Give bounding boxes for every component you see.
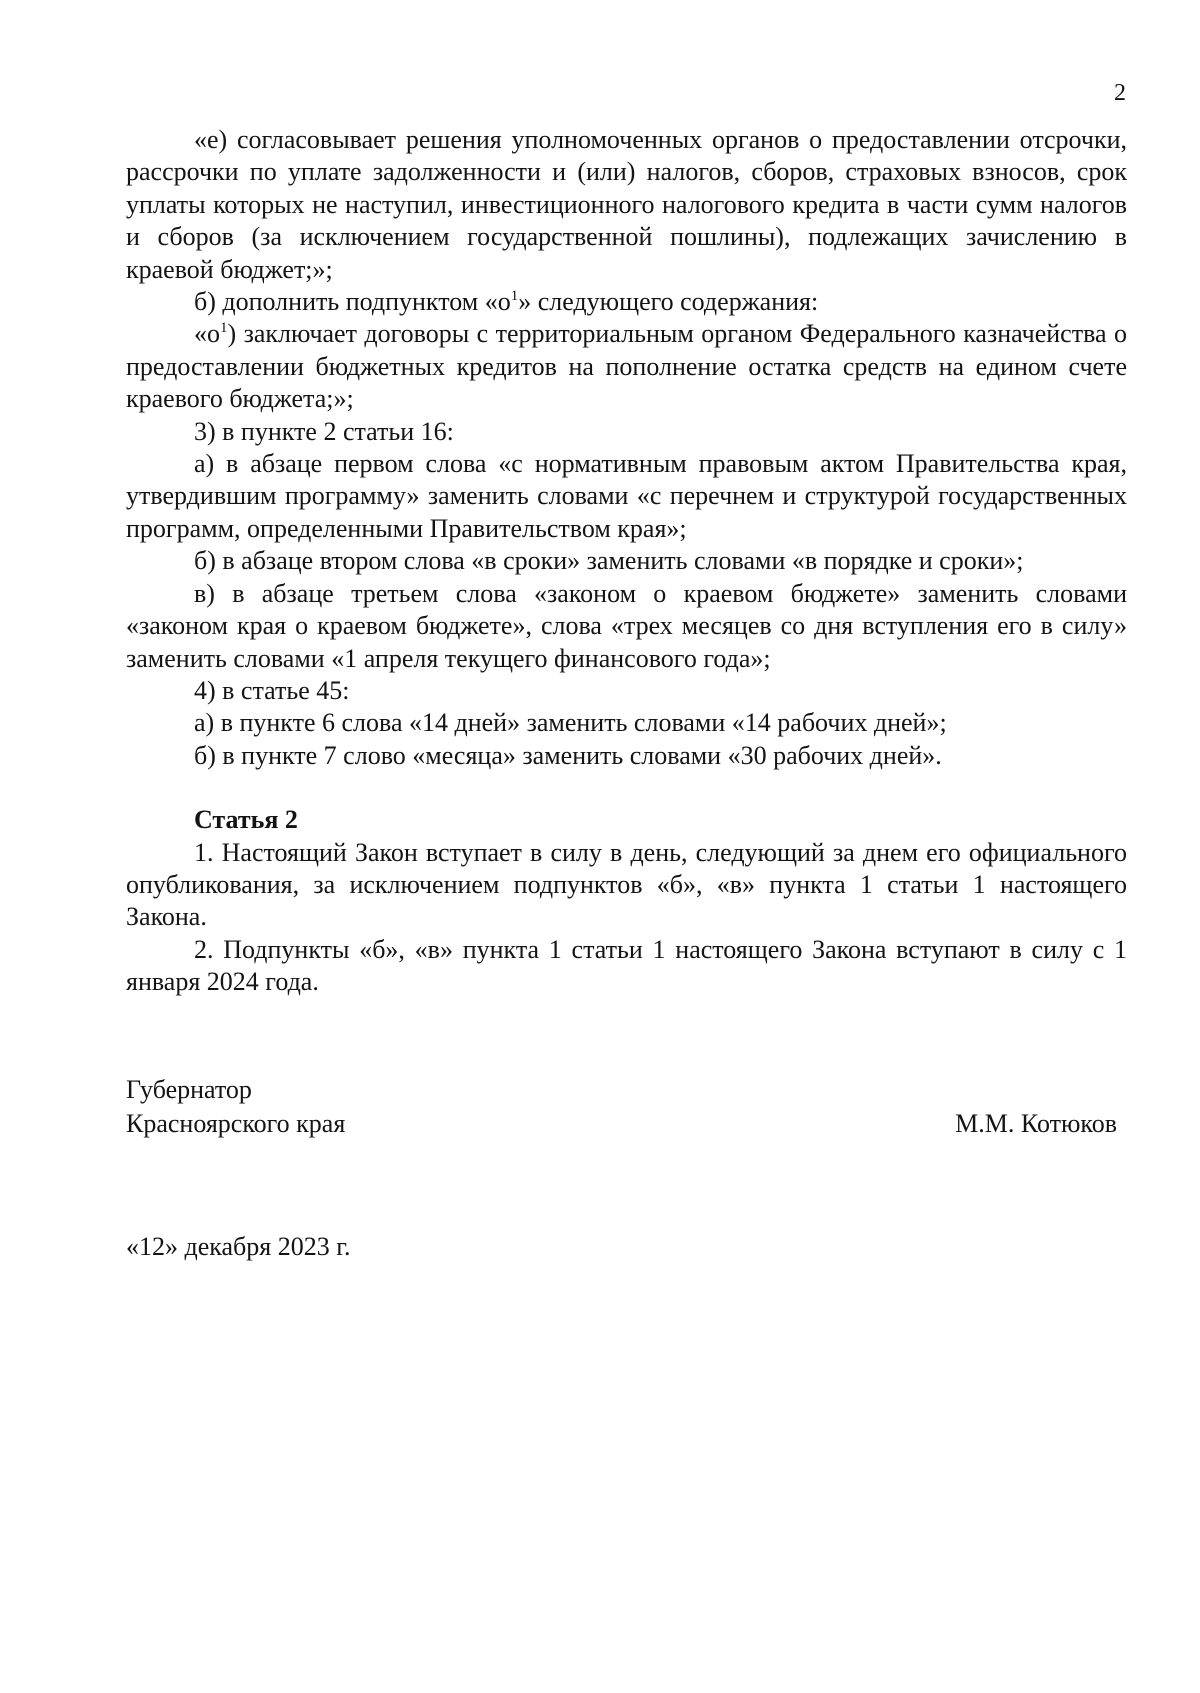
paragraph-subitem-o1 [126,318,1127,415]
law-text-body [126,124,1127,999]
signature-block [126,1073,1127,1141]
article-2-heading: Статья 2 [194,805,298,835]
signing-date: «12» декабря 2023 г. [126,1232,351,1261]
paragraph-add-subitem-o1-suffix: » следующего содержания: [518,287,819,317]
paragraph-subitem-e: «е) согласовывает решения уполномоченных органов о предоставлении отсрочки, рассрочки по уплате задолженности и (или) налогов, сборов, страховых взносов, срок уплаты которых не наступил, инвестиционного налогового кредита в части сумм налогов и сборов (за исключением государственной пошлины), подлежащих зачислению в краевой бюджет;»; [126,125,1127,284]
paragraph-item-4b: б) в пункте 7 слово «месяца» заменить словами «30 рабочих дней». [194,740,942,770]
paragraph-subitem-o1-prefix: «о [194,319,220,349]
superscript-one: 1 [220,320,228,337]
paragraph-item-4a: а) в пункте 6 слова «14 дней» заменить словами «14 рабочих дней»; [194,708,947,738]
paragraph-item-3a: а) в абзаце первом слова «с нормативным правовым актом Правительства края, утвердившим программу» заменить словами «с перечнем и структурой государственных программ, определенными Правительством края»; [126,449,1127,543]
signatory-title-line-2: Красноярского края [126,1109,346,1138]
paragraph-item-4: 4) в статье 45: [194,675,350,705]
article-2-paragraph-1: 1. Настоящий Закон вступает в силу в день, следующий за днем его официального опубликования, за исключением подпунктов «б», «в» пункта 1 статьи 1 настоящего Закона. [126,837,1127,932]
paragraph-add-subitem-o1 [126,286,1127,318]
superscript-one: 1 [510,288,519,305]
paragraph-subitem-o1-suffix: ) заключает договоры с территориальным органом Федерального казначейства о предоставлении бюджетных кредитов на пополнение остатка средств на едином счете краевого бюджета;»; [126,319,1127,414]
signatory-title-line-1: Губернатор [126,1075,252,1104]
paragraph-item-3b: б) в абзаце втором слова «в сроки» заменить словами «в порядке и сроки»; [194,546,1024,576]
page-number: 2 [1114,80,1126,106]
paragraph-item-3v: в) в абзаце третьем слова «законом о краевом бюджете» заменить словами «законом края о краевом бюджете», слова «трех месяцев со дня вступления его в силу» заменить словами «1 апреля текущего финансового года»; [126,578,1127,673]
paragraph-item-3: 3) в пункте 2 статьи 16: [194,416,454,446]
paragraph-add-subitem-o1-prefix: б) дополнить подпунктом «о [194,287,511,317]
signatory-name: М.М. Котюков [955,1109,1117,1138]
article-2-paragraph-2: 2. Подпункты «б», «в» пункта 1 статьи 1 настоящего Закона вступают в силу с 1 января 2024 года. [126,934,1127,997]
